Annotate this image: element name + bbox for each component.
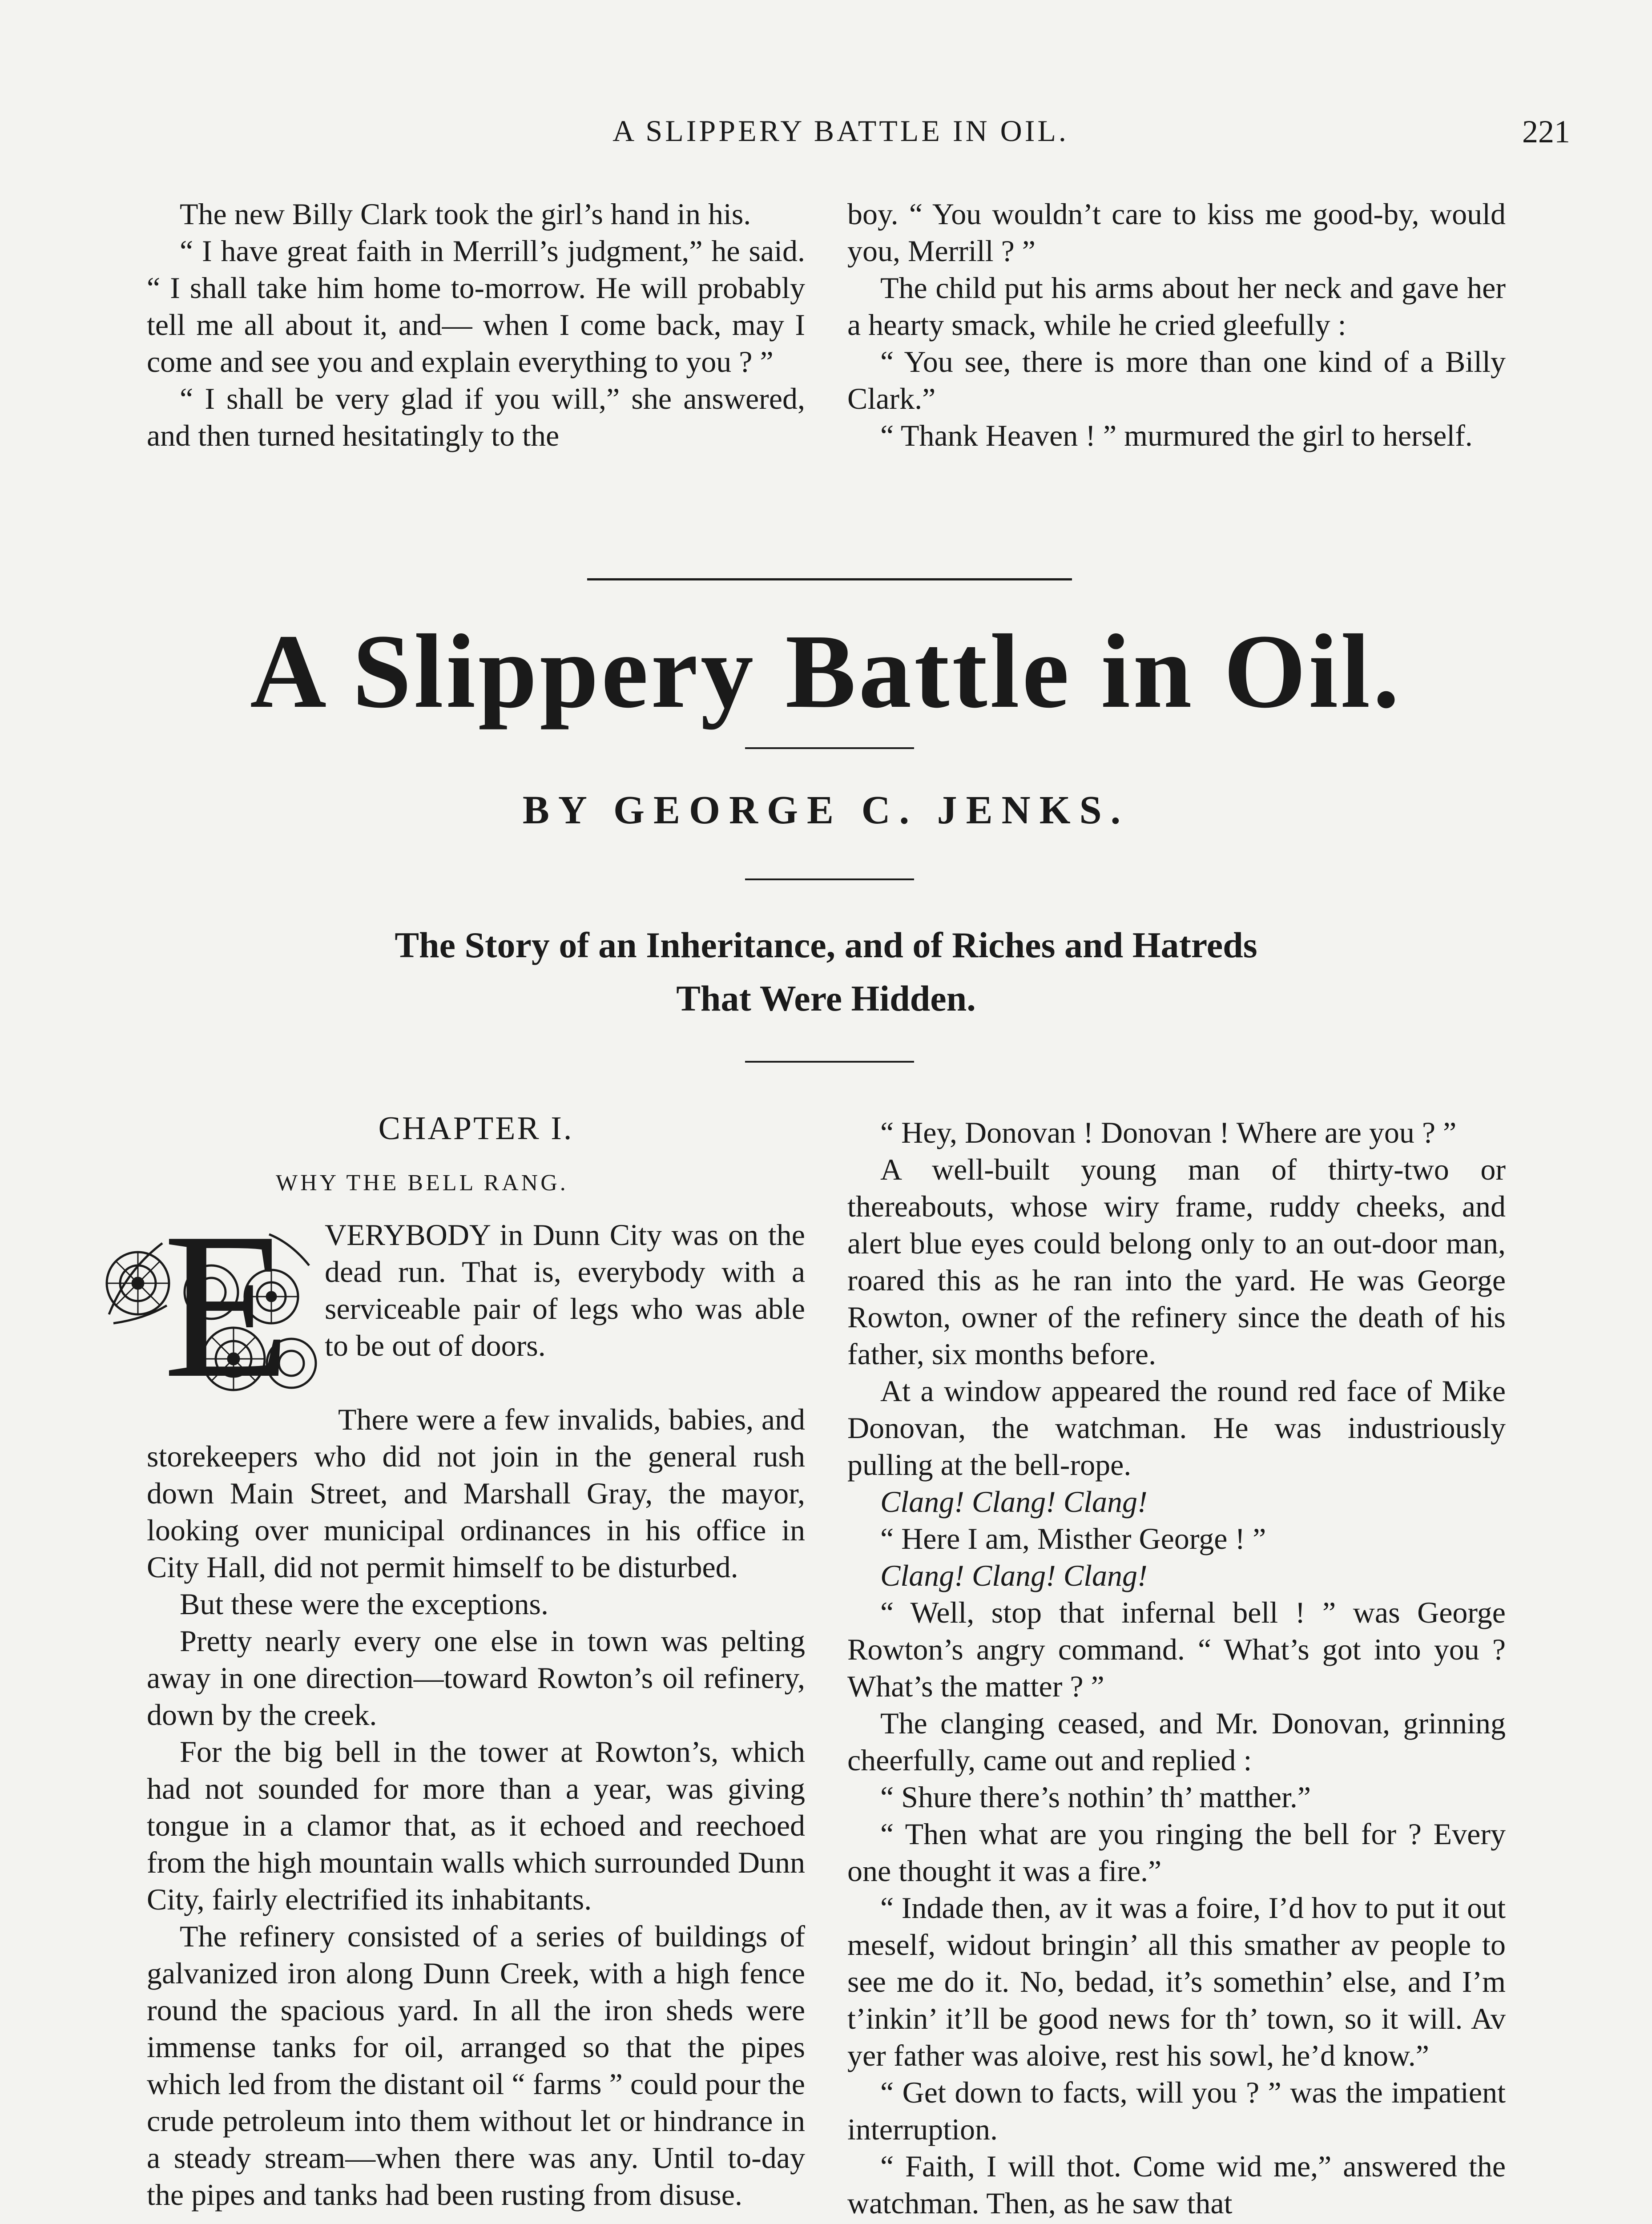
- paragraph: “ Shure there’s nothin’ th’ matther.”: [880, 1780, 1311, 1814]
- story-right-column: [847, 1114, 1506, 2222]
- paragraph: “ Indade then, av it was a foire, I’d hov to put it out meself, widout bringin’ all this smather av people to see me do it. No, bedad, it’s somethin’ else, and I’m t’inkin’ it’ll be good news for th’ town, so it will. Av yer father was aloive, rest his sowl, he’d know.”: [847, 1891, 1506, 2072]
- running-head: A SLIPPERY BATTLE IN OIL.: [612, 114, 1069, 148]
- byline: BY GEORGE C. JENKS.: [522, 788, 1130, 832]
- story-left-column: [147, 1401, 805, 2213]
- paragraph: “ Here I am, Misther George ! ”: [880, 1522, 1266, 1555]
- paragraph: A well-built young man of thirty-two or thereabouts, whose wiry frame, ruddy cheeks, and alert blue eyes could belong only to an out-door man, roared this as he ran into the yard. He was George Rowton, owner of the refinery since the death of his father, six months before.: [847, 1152, 1506, 1371]
- paragraph: But these were the exceptions.: [180, 1587, 548, 1621]
- story-subtitle: [267, 919, 1385, 1025]
- sound-effect-line: Clang! Clang! Clang!: [880, 1485, 1148, 1519]
- title-rule: [745, 747, 914, 749]
- paragraph: boy. “ You wouldn’t care to kiss me good-by, would you, Merrill ? ”: [847, 197, 1506, 268]
- sound-effect-line: Clang! Clang! Clang!: [880, 1559, 1148, 1592]
- paragraph: “ Then what are you ringing the bell for ? Every one thought it was a fire.”: [847, 1817, 1506, 1888]
- paragraph: “ I have great faith in Merrill’s judgment,” he said. “ I shall take him home to-morrow. He will probably tell me all about it, and— when I come back, may I come and see you and explain everything to you ? ”: [147, 234, 805, 379]
- paragraph: There were a few invalids, babies, and storekeepers who did not join in the general rush down Main Street, and Marshall Gray, the mayor, looking over municipal ordinances in his office in City Hall, did not permit himself to be disturbed.: [147, 1402, 805, 1584]
- paragraph: For the big bell in the tower at Rowton’s, which had not sounded for more than a year, was giving tongue in a clamor that, as it echoed and reechoed from the high mountain walls which surrounded Dunn City, fairly electrified its inhabitants.: [147, 1735, 805, 1916]
- chapter-subtitle: WHY THE BELL RANG.: [276, 1170, 568, 1196]
- subtitle-line: That Were Hidden.: [676, 978, 976, 1019]
- paragraph: The new Billy Clark took the girl’s hand in his.: [180, 197, 751, 231]
- subtitle-rule: [745, 1061, 914, 1063]
- paragraph: “ Faith, I will thot. Come wid me,” answered the watchman. Then, as he saw that: [847, 2149, 1506, 2220]
- previous-story-right-column: [847, 196, 1506, 454]
- paragraph: “ I shall be very glad if you will,” she answered, and then turned hesitatingly to the: [147, 382, 805, 452]
- drop-cap-paragraph: [325, 1217, 805, 1364]
- paragraph: “ You see, there is more than one kind of a Billy Clark.”: [847, 345, 1506, 415]
- previous-story-left-column: [147, 196, 805, 454]
- paragraph: “ Hey, Donovan ! Donovan ! Where are you ? ”: [880, 1116, 1457, 1149]
- paragraph: “ Get down to facts, will you ? ” was the impatient interruption.: [847, 2075, 1506, 2146]
- paragraph: Pretty nearly every one else in town was pelting away in one direction—toward Rowton’s oil refinery, down by the creek.: [147, 1624, 805, 1732]
- page-number: 221: [1522, 114, 1570, 149]
- paragraph: At a window appeared the round red face of Mike Donovan, the watchman. He was industriously pulling at the bell-rope.: [847, 1374, 1506, 1482]
- paragraph: “ Thank Heaven ! ” murmured the girl to herself.: [880, 419, 1473, 452]
- paragraph: “ Well, stop that infernal bell ! ” was George Rowton’s angry command. “ What’s got into you ? What’s the matter ? ”: [847, 1595, 1506, 1703]
- paragraph: The clanging ceased, and Mr. Donovan, grinning cheerfully, came out and replied :: [847, 1706, 1506, 1777]
- byline-rule: [745, 878, 914, 880]
- paragraph: The child put his arms about her neck and gave her a hearty smack, while he cried gleefully :: [847, 271, 1506, 342]
- paragraph: VERYBODY in Dunn City was on the dead run. That is, everybody with a serviceable pair of legs who was able to be out of doors.: [325, 1218, 805, 1362]
- paragraph: The refinery consisted of a series of buildings of galvanized iron along Dunn Creek, with a high fence round the spacious yard. In all the iron sheds were immense tanks for oil, arranged so that the pipes which led from the distant oil “ farms ” could pour the crude petroleum into them without let or hindrance in a steady stream—when there was any. Until to-day the pipes and tanks had been rusting from disuse.: [147, 1919, 805, 2212]
- drop-cap-letter: E: [163, 1189, 291, 1421]
- story-title: A Slippery Battle in Oil.: [250, 613, 1402, 730]
- chapter-title: CHAPTER I.: [378, 1110, 574, 1147]
- section-divider: [587, 578, 1072, 580]
- subtitle-line: The Story of an Inheritance, and of Riches and Hatreds: [395, 925, 1257, 965]
